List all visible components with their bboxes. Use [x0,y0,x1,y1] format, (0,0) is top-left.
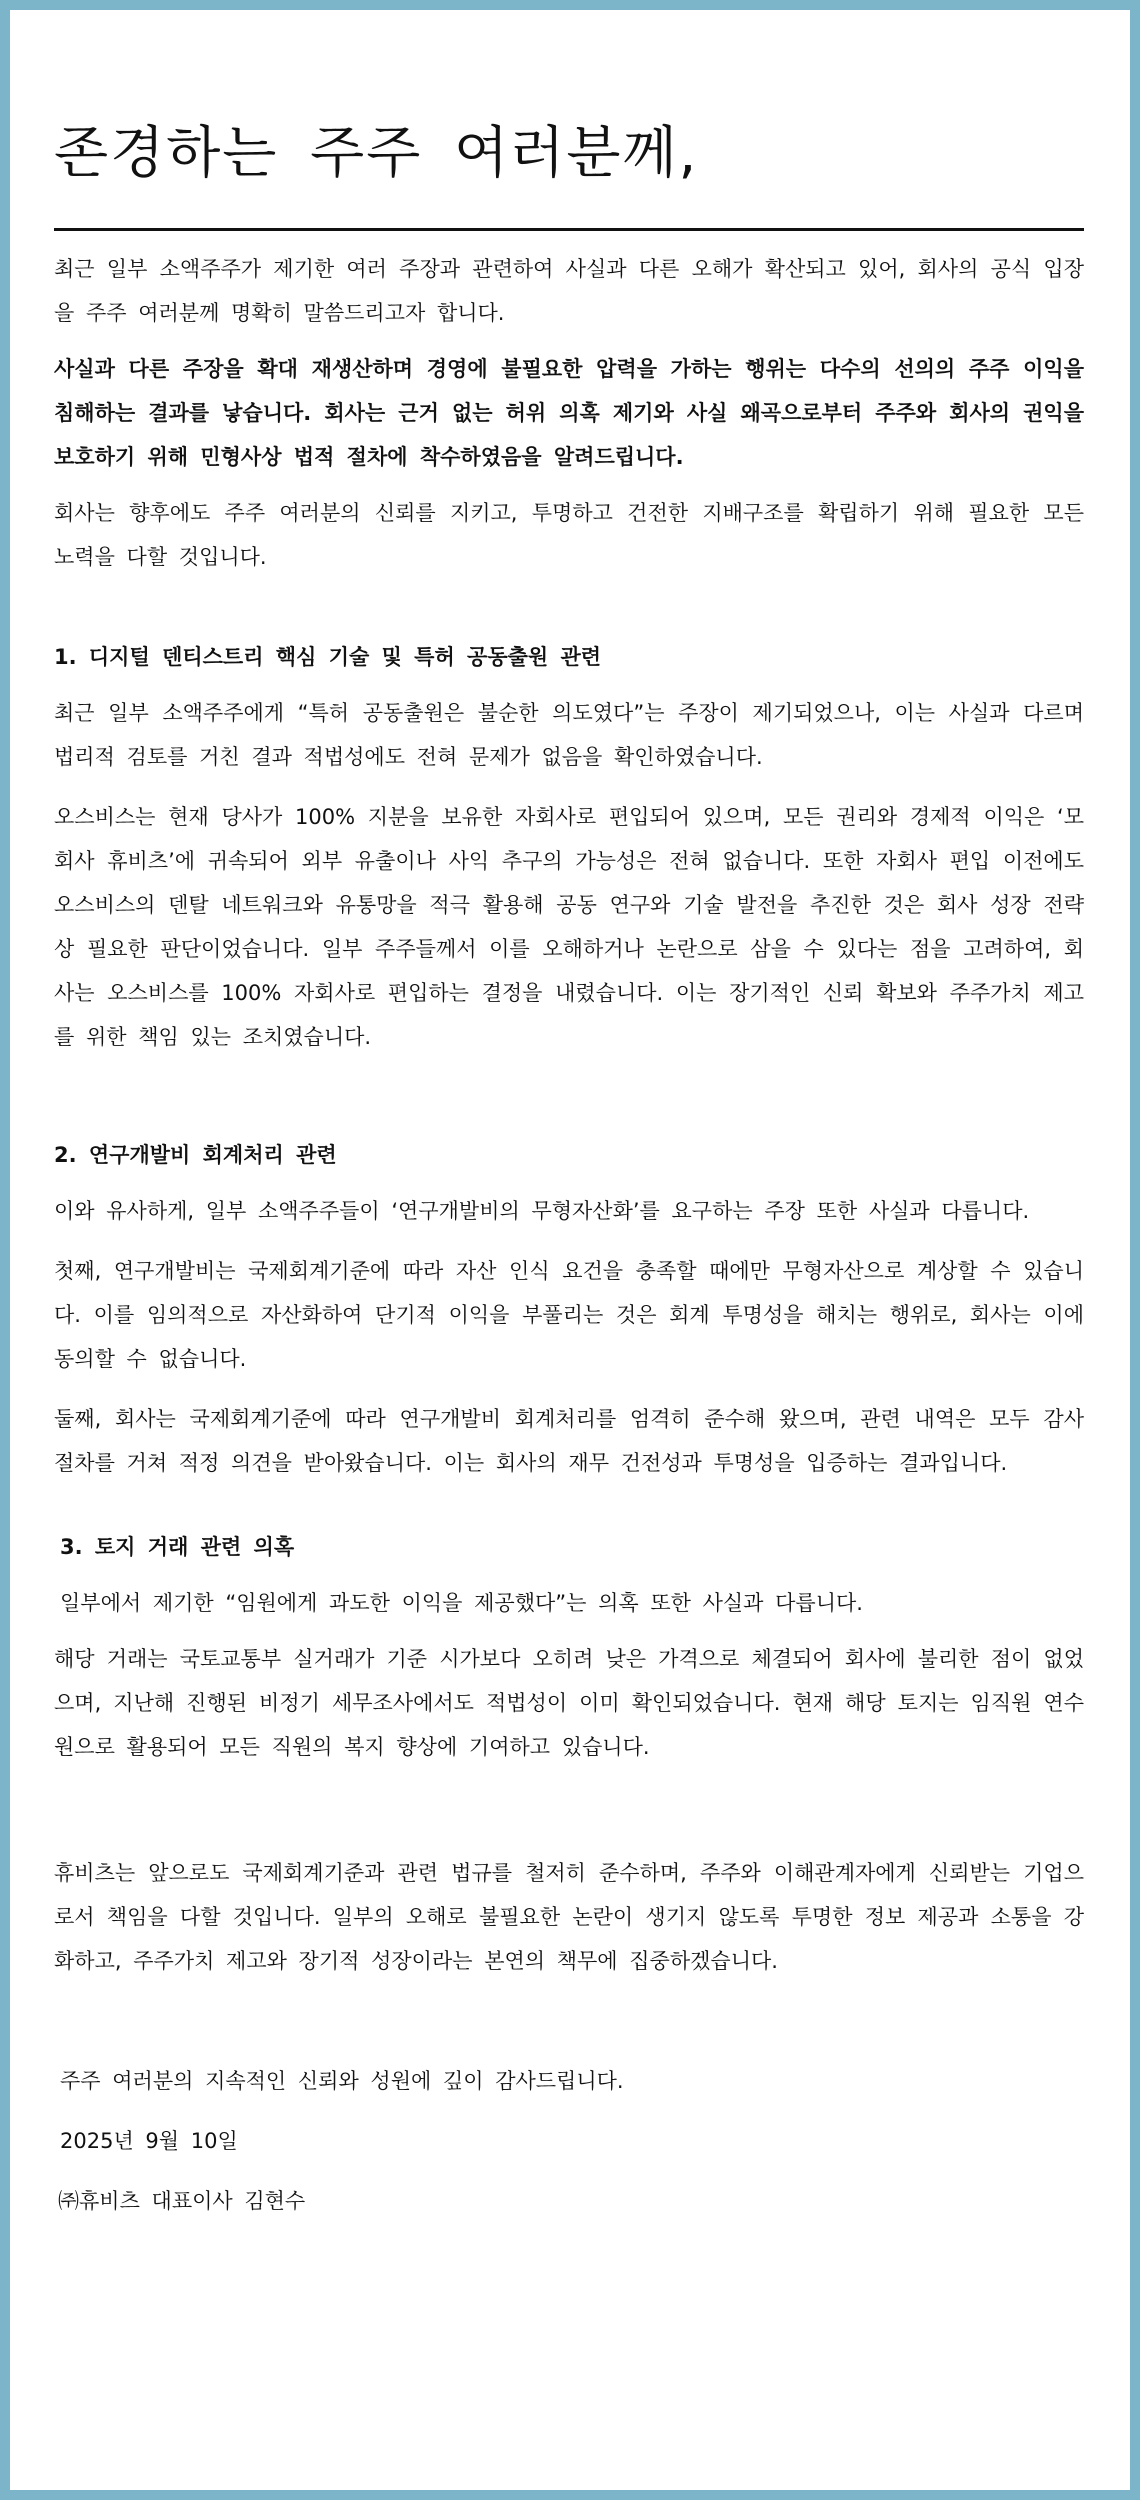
section-2-paragraph-1: 이와 유사하게, 일부 소액주주들이 ‘연구개발비의 무형자산화’를 요구하는 주장 또한 사실과 다릅니다. [54,1199,1030,1223]
letter-page [10,10,1130,2490]
section-2-paragraph-3: 둘째, 회사는 국제회계기준에 따라 연구개발비 회계처리를 엄격히 준수해 왔으며, 관련 내역은 모두 감사 절차를 거쳐 적정 의견을 받아왔습니다. 이는 회사의 재무 건전성과 투명성을 입증하는 결과입니다. [54,1407,1084,1475]
section-3-heading: 3. 토지 거래 관련 의혹 [60,1535,295,1559]
section-1-heading: 1. 디지털 덴티스트리 핵심 기술 및 특허 공동출원 관련 [54,645,602,669]
section-2-paragraph-2: 첫째, 연구개발비는 국제회계기준에 따라 자산 인식 요건을 충족할 때에만 무형자산으로 계상할 수 있습니다. 이를 임의적으로 자산화하여 단기적 이익을 부풀리는 것은 회계 투명성을 해치는 행위로, 회사는 이에 동의할 수 없습니다. [54,1259,1084,1371]
signature-line: ㈜휴비츠 대표이사 김현수 [58,2189,306,2213]
title-divider [54,228,1084,231]
closing-paragraph: 휴비츠는 앞으로도 국제회계기준과 관련 법규를 철저히 준수하며, 주주와 이해관계자에게 신뢰받는 기업으로서 책임을 다할 것입니다. 일부의 오해로 불필요한 논란이 생기지 않도록 투명한 정보 제공과 소통을 강화하고, 주주가치 제고와 장기적 성장이라는 본연의 책무에 집중하겠습니다. [54,1861,1084,1973]
intro-paragraph-3: 회사는 향후에도 주주 여러분의 신뢰를 지키고, 투명하고 건전한 지배구조를 확립하기 위해 필요한 모든 노력을 다할 것입니다. [54,501,1084,569]
section-1-paragraph-1: 최근 일부 소액주주에게 “특허 공동출원은 불순한 의도였다”는 주장이 제기되었으나, 이는 사실과 다르며 법리적 검토를 거친 결과 적법성에도 전혀 문제가 없음을 확인하였습니다. [54,701,1084,769]
section-1-paragraph-2: 오스비스는 현재 당사가 100% 지분을 보유한 자회사로 편입되어 있으며, 모든 권리와 경제적 이익은 ‘모회사 휴비츠’에 귀속되어 외부 유출이나 사익 추구의 가능성은 전혀 없습니다. 또한 자회사 편입 이전에도 오스비스의 덴탈 네트워크와 유통망을 적극 활용해 공동 연구와 기술 발전을 추진한 것은 회사 성장 전략상 필요한 판단이었습니다. 일부 주주들께서 이를 오해하거나 논란으로 삼을 수 있다는 점을 고려하여, 회사는 오스비스를 100% 자회사로 편입하는 결정을 내렸습니다. 이는 장기적인 신뢰 확보와 주주가치 제고를 위한 책임 있는 조치였습니다. [54,805,1084,1049]
date-line: 2025년 9월 10일 [60,2129,238,2153]
thanks-line: 주주 여러분의 지속적인 신뢰와 성원에 깊이 감사드립니다. [60,2069,624,2093]
intro-paragraph-1: 최근 일부 소액주주가 제기한 여러 주장과 관련하여 사실과 다른 오해가 확산되고 있어, 회사의 공식 입장을 주주 여러분께 명확히 말씀드리고자 합니다. [54,257,1084,325]
intro-paragraph-2: 사실과 다른 주장을 확대 재생산하며 경영에 불필요한 압력을 가하는 행위는 다수의 선의의 주주 이익을 침해하는 결과를 낳습니다. 회사는 근거 없는 허위 의혹 제기와 사실 왜곡으로부터 주주와 회사의 권익을 보호하기 위해 민형사상 법적 절차에 착수하였음을 알려드립니다. [54,357,1084,469]
section-3-paragraph-1: 일부에서 제기한 “임원에게 과도한 이익을 제공했다”는 의혹 또한 사실과 다릅니다. [60,1591,863,1615]
section-3-paragraph-2: 해당 거래는 국토교통부 실거래가 기준 시가보다 오히려 낮은 가격으로 체결되어 회사에 불리한 점이 없었으며, 지난해 진행된 비정기 세무조사에서도 적법성이 이미 확인되었습니다. 현재 해당 토지는 임직원 연수원으로 활용되어 모든 직원의 복지 향상에 기여하고 있습니다. [54,1647,1084,1759]
section-2-heading: 2. 연구개발비 회계처리 관련 [54,1143,337,1167]
letter-title: 존경하는 주주 여러분께, [54,121,699,186]
